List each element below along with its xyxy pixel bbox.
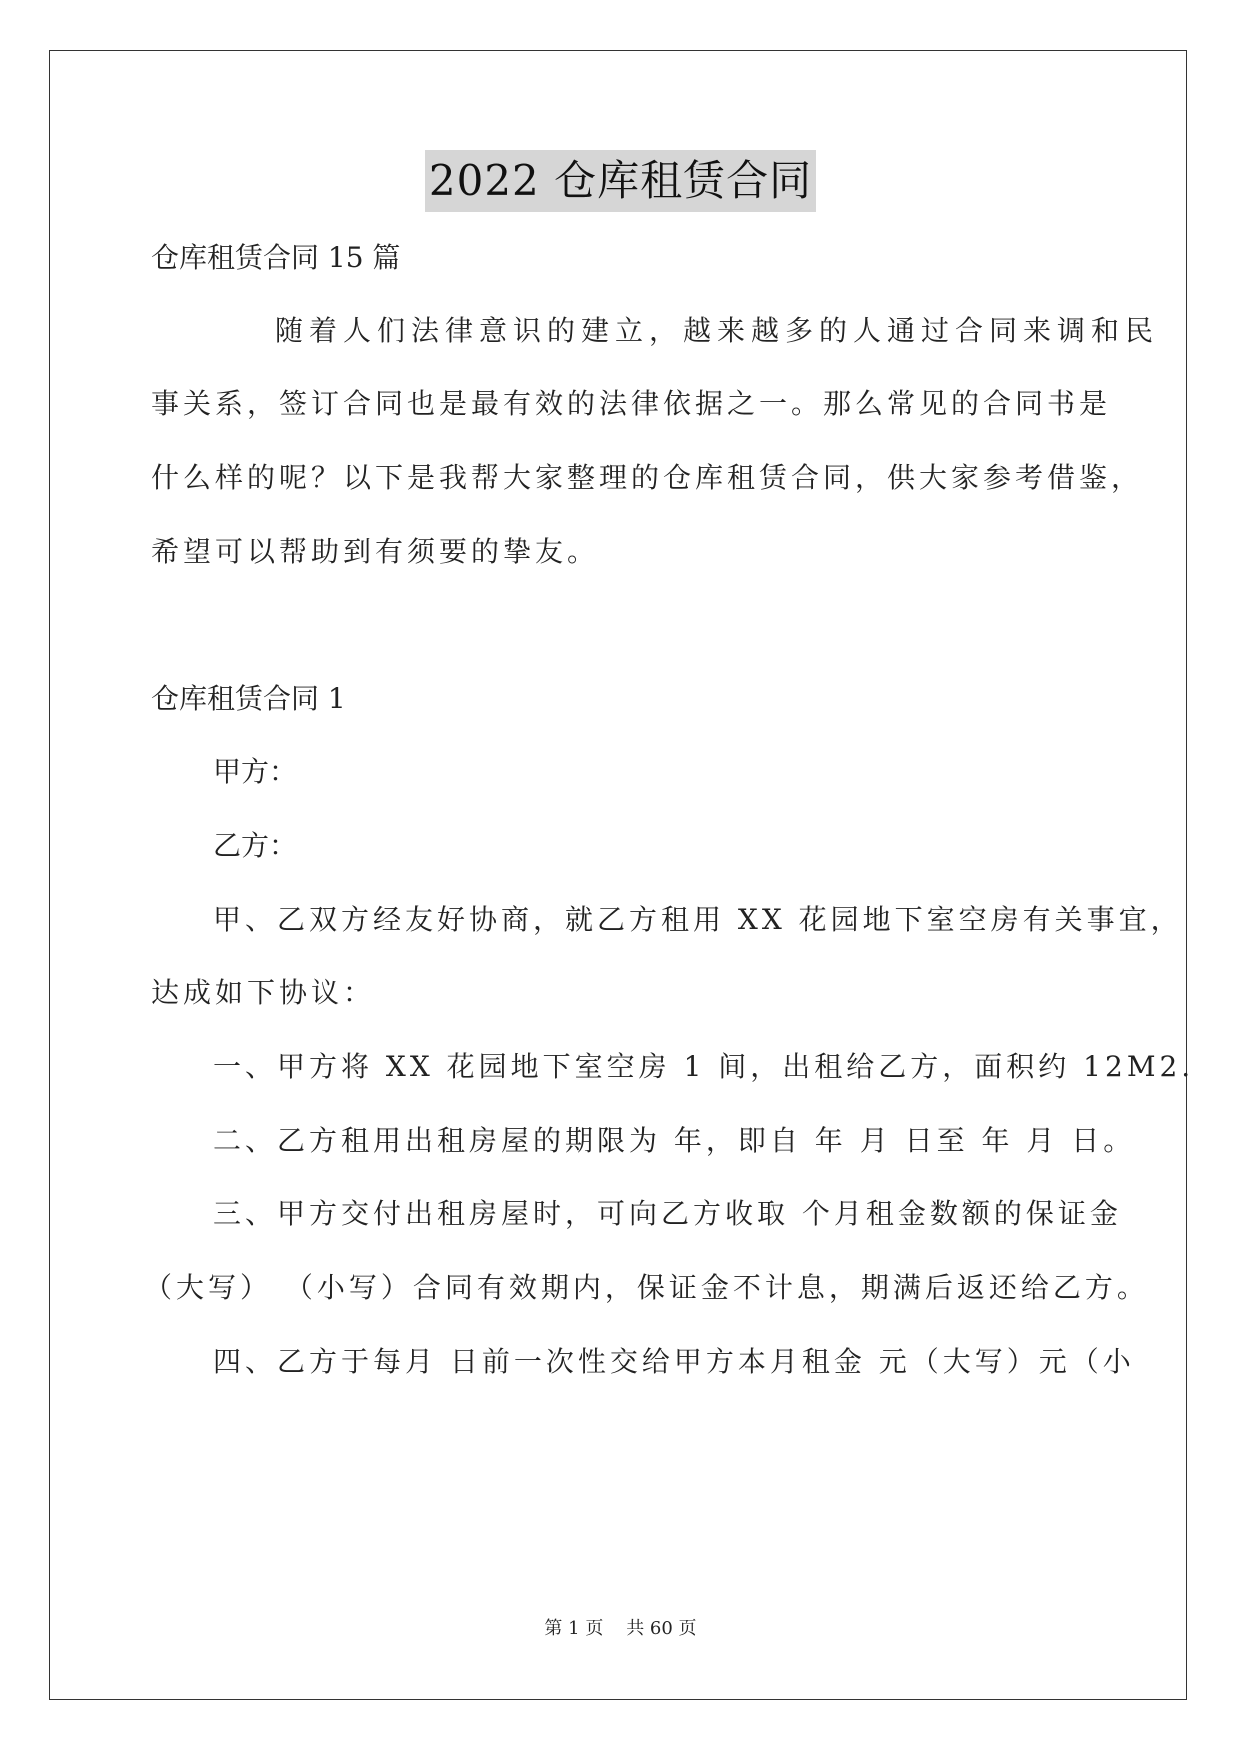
section-heading: 仓库租赁合同 1 <box>151 682 346 715</box>
title-container <box>0 150 1241 212</box>
intro-line-3: 什么样的呢？以下是我帮大家整理的仓库租赁合同，供大家参考借鉴， <box>151 461 1144 494</box>
preamble-line-2: 达成如下协议： <box>151 976 376 1009</box>
page-footer <box>0 1616 1241 1642</box>
intro-line-4: 希望可以帮助到有须要的挚友。 <box>151 535 600 568</box>
intro-line-1: 随着人们法律意识的建立，越来越多的人通过合同来调和民 <box>275 314 1160 347</box>
clause-2: 二、乙方租用出租房屋的期限为 年，即自 年 月 日至 年 月 日。 <box>213 1124 1136 1157</box>
clause-3-line-1: 三、甲方交付出租房屋时，可向乙方收取 个月租金数额的保证金 <box>213 1197 1122 1230</box>
document-subtitle: 仓库租赁合同 15 篇 <box>151 241 401 274</box>
page-number: 第 1 页 共 60 页 <box>544 1618 697 1639</box>
intro-line-2: 事关系，签订合同也是最有效的法律依据之一。那么常见的合同书是 <box>151 387 1112 420</box>
clause-3-line-2: （大写） （小写）合同有效期内，保证金不计息，期满后返还给乙方。 <box>144 1271 1149 1304</box>
page-border <box>49 50 1187 1700</box>
clause-1: 一、甲方将 XX 花园地下室空房 1 间，出租给乙方，面积约 12M2. <box>213 1050 1195 1083</box>
party-a-label: 甲方： <box>213 755 298 788</box>
clause-4-line-1: 四、乙方于每月 日前一次性交给甲方本月租金 元（大写）元（小 <box>213 1345 1135 1378</box>
document-title: 2022 仓库租赁合同 <box>425 150 816 212</box>
preamble-line-1: 甲、乙双方经友好协商，就乙方租用 XX 花园地下室空房有关事宜， <box>213 903 1183 936</box>
party-b-label: 乙方： <box>213 829 298 862</box>
